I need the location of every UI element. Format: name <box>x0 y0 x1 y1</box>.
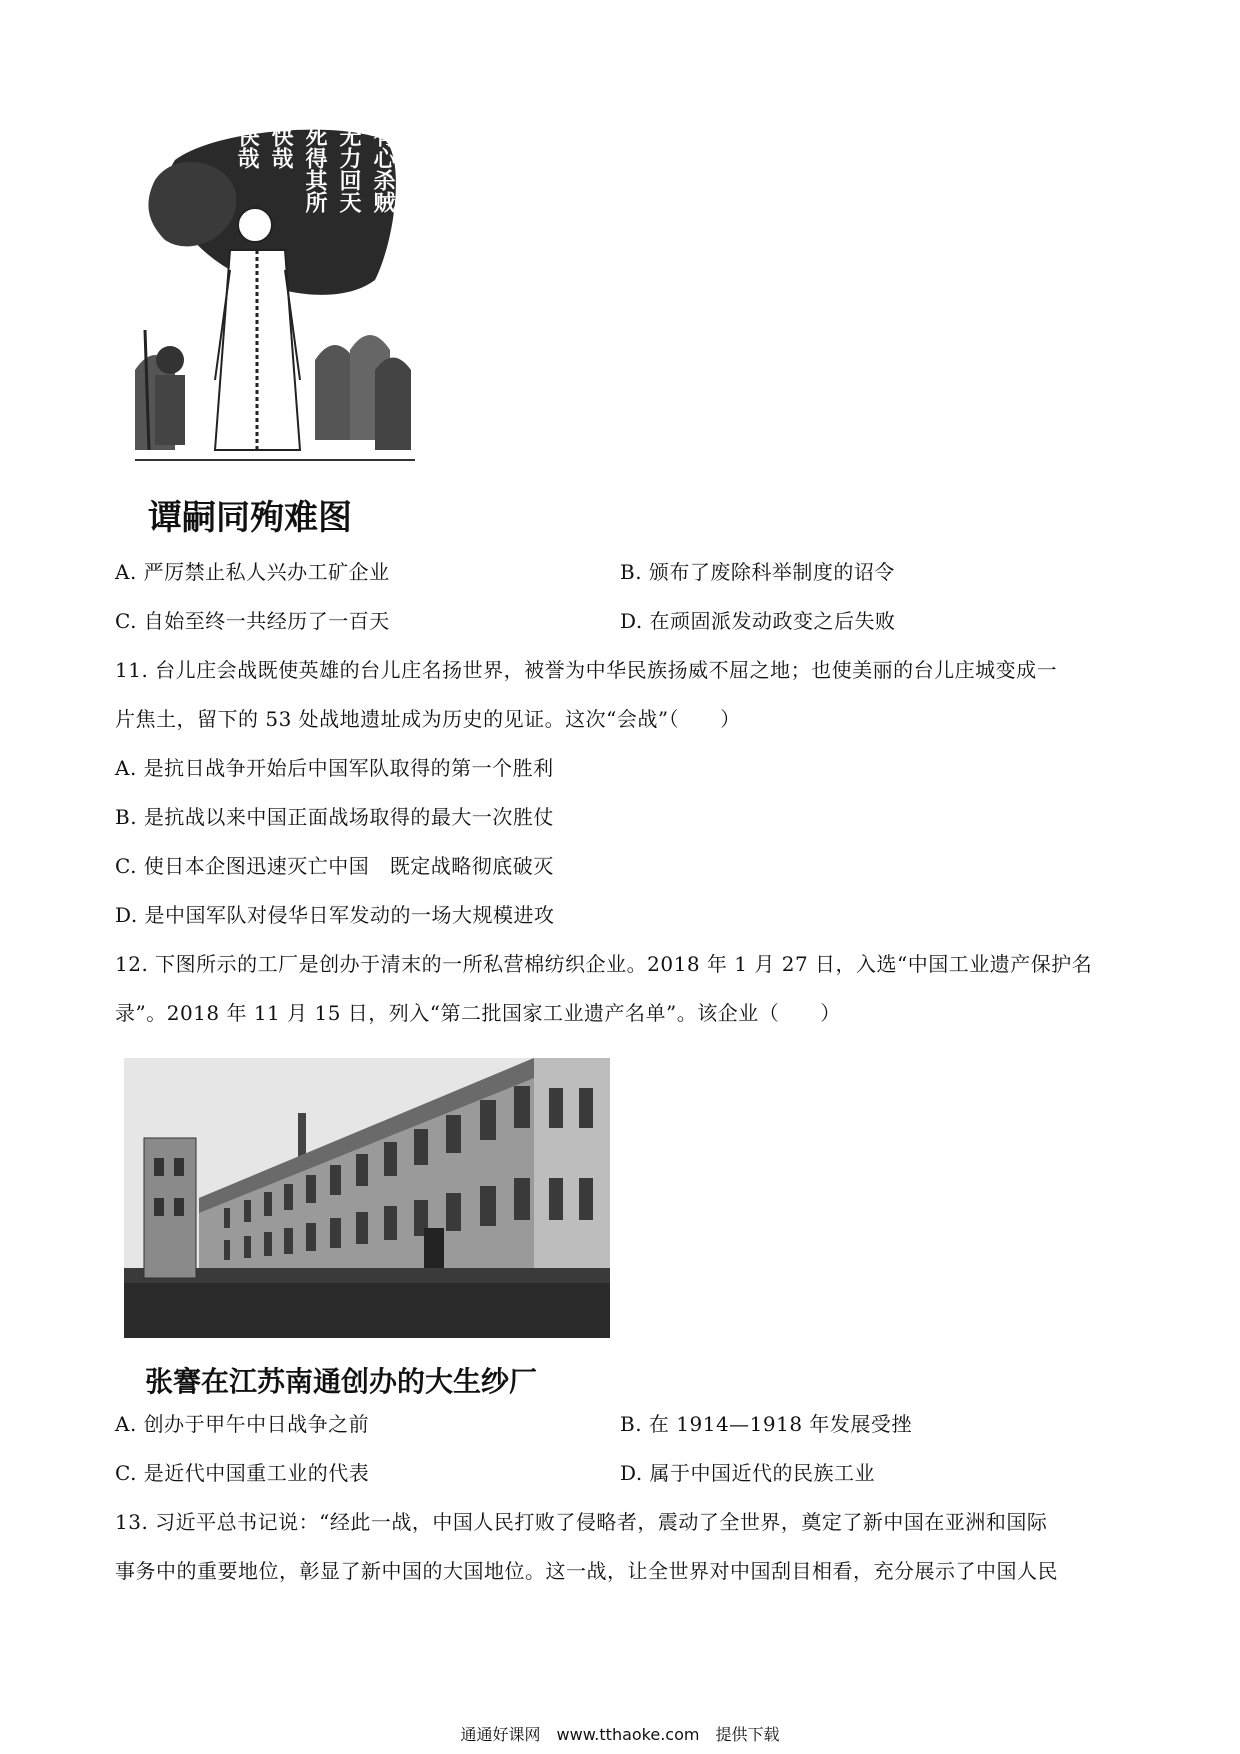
q11-option-b: B. 是抗战以来中国正面战场取得的最大一次胜仗 <box>115 805 554 829</box>
page-footer: 通通好课网 www.tthaoke.com 提供下载 <box>460 1725 780 1744</box>
q12-option-c: C. 是近代中国重工业的代表 <box>115 1461 370 1485</box>
q10-option-c: C. 自始至终一共经历了一百天 <box>115 609 390 633</box>
q10-option-d: D. 在顽固派发动政变之后失败 <box>620 609 896 633</box>
q12-stem-line2: 录”。2018 年 11 月 15 日，列入“第二批国家工业遗产名单”。该企业（ ） <box>115 1001 841 1025</box>
figure-caption-factory: 张謇在江苏南通创办的大生纱厂 <box>145 1365 538 1398</box>
q10-option-a: A. 严厉禁止私人兴办工矿企业 <box>115 560 390 584</box>
q13-stem-line1: 13. 习近平总书记说：“经此一战，中国人民打败了侵略者，震动了全世界，奠定了新中国在亚洲和国际 <box>115 1510 1048 1534</box>
figure-caption-tan-sitong: 谭嗣同殉难图 <box>148 498 352 538</box>
q13-stem-line2: 事务中的重要地位，彰显了新中国的大国地位。这一战，让全世界对中国刮目相看，充分展示了中国人民 <box>115 1559 1058 1583</box>
q12-option-a: A. 创办于甲午中日战争之前 <box>115 1412 370 1436</box>
q12-option-b: B. 在 1914—1918 年发展受挫 <box>620 1412 912 1436</box>
q11-option-a: A. 是抗日战争开始后中国军队取得的第一个胜利 <box>115 756 554 780</box>
q10-option-b: B. 颁布了废除科举制度的诏令 <box>620 560 895 584</box>
q12-option-d: D. 属于中国近代的民族工业 <box>620 1461 876 1485</box>
q11-option-c: C. 使日本企图迅速灭亡中国 既定战略彻底破灭 <box>115 854 554 878</box>
q11-option-d: D. 是中国军队对侵华日军发动的一场大规模进攻 <box>115 903 555 927</box>
q11-stem-line1: 11. 台儿庄会战既使英雄的台儿庄名扬世界，被誉为中华民族扬威不屈之地；也使美丽的台儿庄城变成一 <box>115 658 1058 682</box>
dasheng-factory-photo <box>124 1058 610 1338</box>
q11-stem-line2: 片焦土，留下的 53 处战地遗址成为历史的见证。这次“会战”（ ） <box>115 707 741 731</box>
tan-sitong-illustration <box>135 120 415 480</box>
calligraphy-inscription: 有心杀贼 无力回天 死得其所 快哉 快哉 <box>234 125 396 213</box>
q12-stem-line1: 12. 下图所示的工厂是创办于清末的一所私营棉纺织企业。2018 年 1 月 27 日，入选“中国工业遗产保护名 <box>115 952 1093 976</box>
